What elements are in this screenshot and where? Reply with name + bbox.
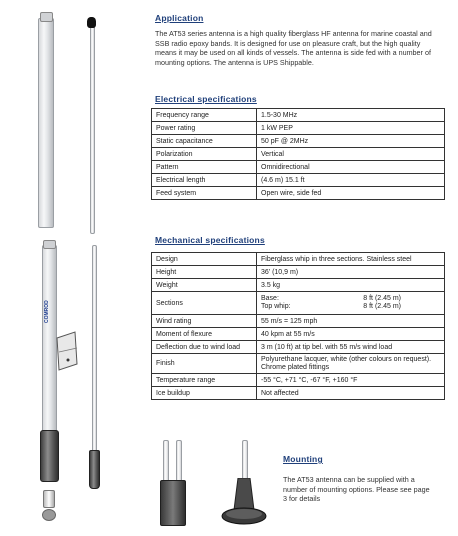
mounting-heading: Mounting xyxy=(283,454,323,464)
mount-whip xyxy=(242,440,248,482)
spec-value: Open wire, side fed xyxy=(257,187,445,200)
spec-label: Design xyxy=(152,253,257,266)
spec-label: Moment of flexure xyxy=(152,328,257,341)
antenna-whip-grip xyxy=(89,450,100,489)
antenna-screw xyxy=(43,490,55,508)
spec-value: (4.6 m) 15.1 ft xyxy=(257,174,445,187)
mount-base xyxy=(220,478,268,528)
antenna-lower-whip xyxy=(92,245,97,462)
spec-value: Vertical xyxy=(257,148,445,161)
spec-value: -55 °C, +71 °C, -67 °F, +160 °F xyxy=(257,374,445,387)
spec-label: Polarization xyxy=(152,148,257,161)
table-row xyxy=(152,187,445,200)
application-heading: Application xyxy=(155,13,204,23)
mechanical-table xyxy=(151,252,445,400)
table-row xyxy=(152,174,445,187)
spec-value: 3.5 kg xyxy=(257,279,445,292)
spec-label: Pattern xyxy=(152,161,257,174)
spec-value: 1 kW PEP xyxy=(257,122,445,135)
table-row xyxy=(152,148,445,161)
spec-label: Finish xyxy=(152,354,257,374)
spec-value: 55 m/s = 125 mph xyxy=(257,315,445,328)
section-length: 8 ft (2.45 m) xyxy=(363,303,401,310)
antenna-base-tube xyxy=(38,18,54,228)
electrical-table xyxy=(151,108,445,200)
mechanical-heading: Mechanical specifications xyxy=(155,235,265,245)
spec-value: 40 kpm at 55 m/s xyxy=(257,328,445,341)
section-length: 8 ft (2.45 m) xyxy=(363,295,401,302)
spec-label: Height xyxy=(152,266,257,279)
feed-bracket xyxy=(55,330,81,374)
spec-value: 36' (10,9 m) xyxy=(257,266,445,279)
spec-label: Static capacitance xyxy=(152,135,257,148)
spec-value: Omnidirectional xyxy=(257,161,445,174)
spec-label: Weight xyxy=(152,279,257,292)
table-row xyxy=(152,109,445,122)
table-row xyxy=(152,253,445,266)
table-row xyxy=(152,374,445,387)
table-row xyxy=(152,279,445,292)
antenna-whip xyxy=(90,26,95,234)
application-paragraph: The AT53 series antenna is a high quality fiberglass HF antenna for marine coastal and SSB radio epoxy bands. It is designed for use on pleasure craft, but the high quality means it may be used on all kinds of vessels. The antenna is side fed with a number of mounting options. The antenna is UPS Shippable. xyxy=(155,29,432,67)
mounting-text: The AT53 antenna can be supplied with a number of mounting options. Please see page 3 for details xyxy=(283,475,430,503)
table-row xyxy=(152,354,445,374)
spec-label: Temperature range xyxy=(152,374,257,387)
table-row xyxy=(152,135,445,148)
spec-label: Power rating xyxy=(152,122,257,135)
table-row xyxy=(152,341,445,354)
spec-label: Sections xyxy=(152,292,257,315)
spec-label: Ice buildup xyxy=(152,387,257,400)
spec-label: Frequency range xyxy=(152,109,257,122)
table-row xyxy=(152,315,445,328)
spec-label: Wind rating xyxy=(152,315,257,328)
spec-value: 1.5-30 MHz xyxy=(257,109,445,122)
table-row xyxy=(152,161,445,174)
section-name: Base: xyxy=(261,295,279,302)
mount-clamp xyxy=(160,480,186,526)
table-row xyxy=(152,292,445,315)
spec-value: Not affected xyxy=(257,387,445,400)
section-name: Top whip: xyxy=(261,303,291,310)
tube-top-cap xyxy=(43,240,56,249)
antenna-screw-head xyxy=(42,509,56,521)
spec-value: Fiberglass whip in three sections. Stainless steel xyxy=(257,253,445,266)
spec-label: Feed system xyxy=(152,187,257,200)
brand-label: COMROD xyxy=(44,300,50,324)
spec-label: Deflection due to wind load xyxy=(152,341,257,354)
antenna-whip-tip xyxy=(87,17,96,28)
spec-value: 50 pF @ 2MHz xyxy=(257,135,445,148)
spec-value-sections xyxy=(257,292,445,315)
spec-label: Electrical length xyxy=(152,174,257,187)
table-row xyxy=(152,122,445,135)
antenna-grip xyxy=(40,430,59,482)
spec-value: 3 m (10 ft) at tip bel. with 55 m/s wind load xyxy=(257,341,445,354)
electrical-heading: Electrical specifications xyxy=(155,94,257,104)
table-row xyxy=(152,266,445,279)
table-row xyxy=(152,328,445,341)
antenna-tube-cap xyxy=(40,12,53,22)
spec-value: Polyurethane lacquer, white (other colours on request). Chrome plated fittings xyxy=(257,354,445,374)
table-row xyxy=(152,387,445,400)
